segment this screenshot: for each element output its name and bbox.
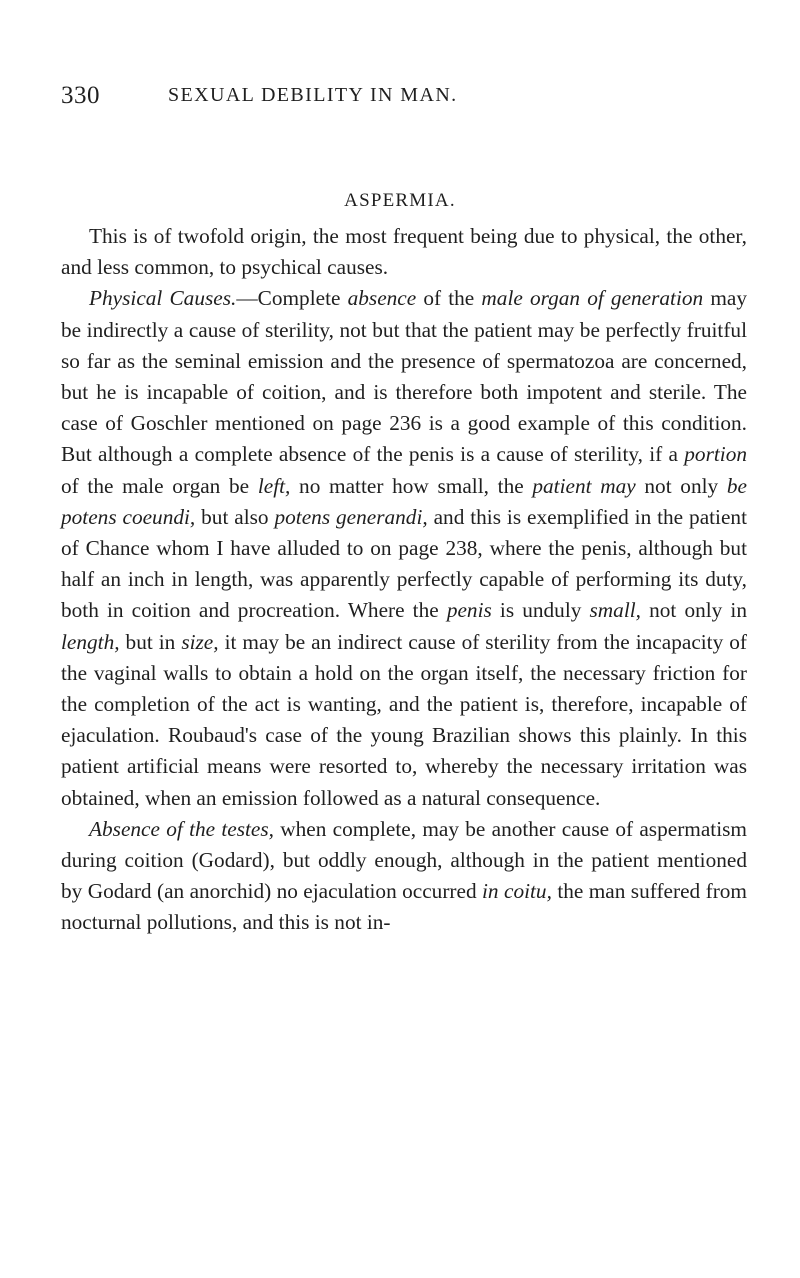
text-run: when complete, may be another cause of aspermatism during coition (Godard), but oddly enough, although in the patient mentioned by Godard (an anorchid) no ejaculation occurred [61, 816, 747, 904]
section-title: ASPERMIA. [344, 190, 456, 211]
text-run: of the [416, 286, 482, 311]
page-number: 330 [61, 82, 100, 109]
italic-text: Physical Causes. [89, 286, 237, 311]
text-run: the man suffered from nocturnal pollutions, and this is not in- [61, 879, 747, 935]
italic-text: potens generandi, [274, 504, 428, 529]
text-run: of the male organ be [61, 473, 258, 498]
text-run: it may be an indirect cause of sterility from the incapacity of the vaginal walls to obtain a hold on the organ itself, the necessary friction for the completion of the act is wanting, and the patient is, therefore, incapable of ejaculation. Roubaud's case of the young Brazilian shows this plainly. In this patient artificial means were resorted to, whereby the necessary irritation was obtained, when an emission followed as a natural consequence. [61, 629, 747, 810]
running-head-title: SEXUAL DEBILITY IN MAN. [168, 84, 458, 106]
italic-text: penis [446, 598, 492, 623]
italic-text: Absence of the testes, [89, 816, 274, 841]
italic-text: length, [61, 629, 120, 654]
italic-text: absence [347, 286, 417, 311]
body-text [61, 221, 747, 939]
paragraph [61, 814, 747, 939]
text-run: but in [119, 629, 182, 654]
text-run: —Complete [236, 286, 348, 311]
paragraph [61, 283, 747, 813]
text-run: but also [195, 504, 275, 529]
italic-text: left, [257, 473, 291, 498]
paragraph [61, 221, 747, 283]
text-run: and this is exemplified in the patient of Chance whom I have alluded to on page 238, where the penis, although but half an inch in length, was apparently perfectly capable of performing its duty, both in coition and procreation. Where the [61, 504, 747, 623]
text-run: no matter how small, the [290, 473, 533, 498]
running-header [61, 82, 747, 122]
italic-text: size, [181, 629, 219, 654]
text-run: This is of twofold origin, the most frequent being due to physical, the other, and less common, to psychical causes. [61, 224, 747, 280]
italic-text: in coitu, [482, 879, 552, 904]
italic-text: patient may [532, 473, 636, 498]
italic-text: male organ of generation [481, 286, 704, 311]
text-run: is unduly [491, 598, 590, 623]
text-run: not only in [641, 598, 747, 623]
italic-text: be potens coeundi, [61, 473, 747, 529]
italic-text: portion [684, 442, 747, 467]
text-run: may be indirectly a cause of sterility, not but that the patient may be perfectly fruitful so far as the seminal emission and the presence of spermatozoa are concerned, but he is incapable of coition, and is therefore both impotent and sterile. The case of Goschler mentioned on page 236 is a good example of this condition. But although a complete absence of the penis is a cause of sterility, if a [61, 286, 748, 467]
text-run: not only [635, 473, 727, 498]
italic-text: small, [589, 598, 641, 623]
